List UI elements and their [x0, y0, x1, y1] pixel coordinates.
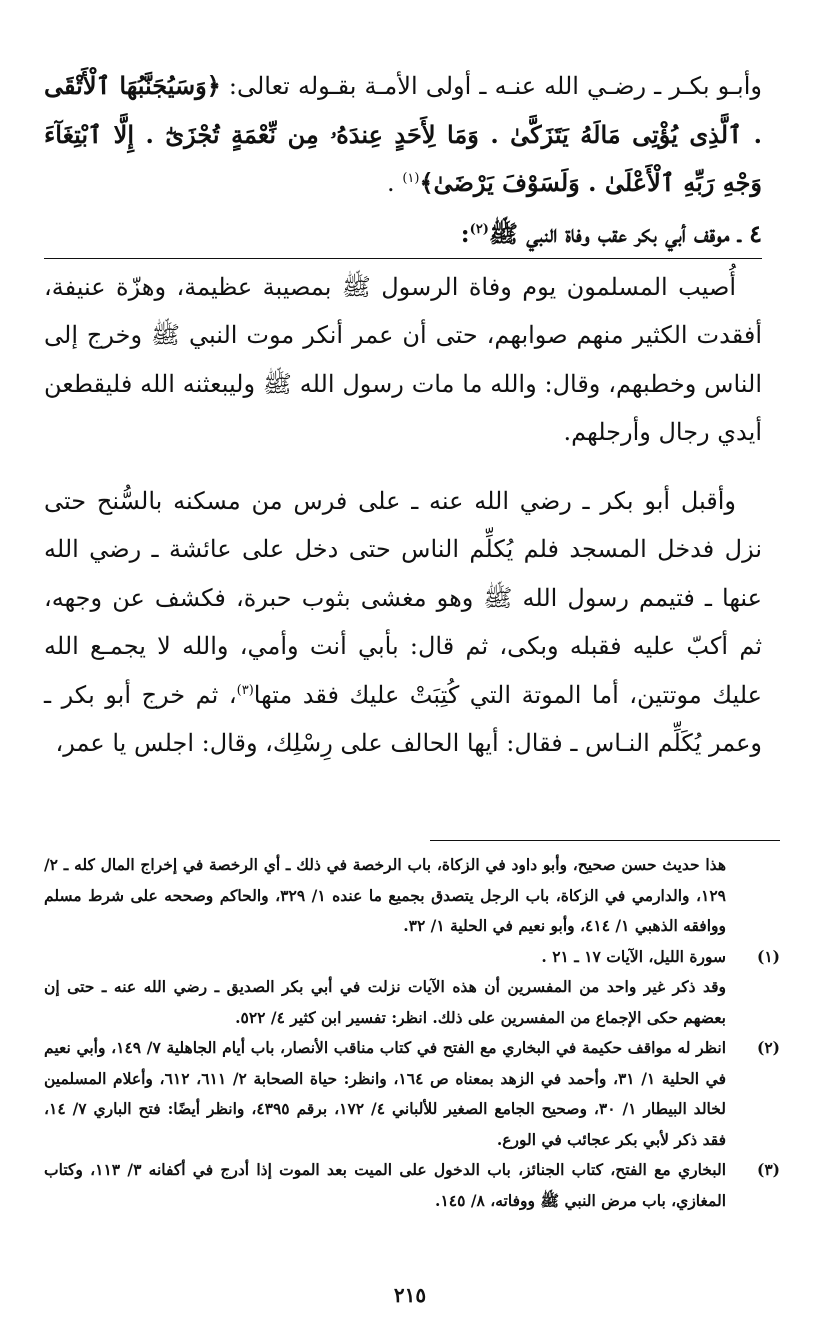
section-heading-tail: :: [460, 218, 470, 248]
paragraph-gap: [44, 457, 762, 477]
intro-text: وأبـو بكـر ـ رضـي الله عنـه ـ أولى الأمـة بقـوله تعالى:: [220, 72, 762, 100]
footnote-body: [44, 942, 726, 1034]
footnote-separator: [430, 840, 780, 841]
footnote-marker-1: (١): [402, 171, 420, 186]
main-text: [44, 62, 762, 768]
footnote-1: [44, 942, 780, 1034]
section-heading: [44, 214, 762, 259]
quran-verse: ﴿وَسَيُجَنَّبُهَا ٱلْأَتْقَى . ٱلَّذِى يُؤْتِى مَالَهُ يَتَزَكَّىٰ . وَمَا لِأَحَدٍ عِندَهُۥ مِن نِّعْمَةٍ تُجْزَىٰٓ . إِلَّا ٱبْتِغَآءَ وَجْهِ رَبِّهِ ٱلْأَعْلَىٰ . وَلَسَوْفَ يَرْضَىٰ﴾: [44, 71, 762, 197]
paragraph-2-tail: ، ثم خرج أبو بكر ـ وعمر يُكَلِّم النـاس ـ فقال: أيها الحالف على رِسْلِك، وقال: اجلس يا عمر،: [44, 680, 762, 757]
footnote-body: البخاري مع الفتح، كتاب الجنائز، باب الدخول على الميت بعد الموت إذا أدرج في أكفانه ٣/ ١١٣، وكتاب المغازي، باب مرض النبي ﷺ ووفاته، ٨/ ١٤٥.: [44, 1160, 726, 1210]
footnote-continuation: هذا حديث حسن صحيح، وأبو داود في الزكاة، باب الرخصة في ذلك ـ أي الرخصة في إخراج المال كله ـ ٢/ ١٢٩، والدارمي في الزكاة، باب الرجل يتصدق بجميع ما عنده ١/ ٣٢٩، والحاكم وصححه على شرط مسلم ووافقه الذهبي ١/ ٤١٤، وأبو نعيم في الحلية ١/ ٣٢.: [44, 855, 726, 935]
footnote-marker-3: (٣): [236, 682, 254, 698]
footnote-number: (١): [756, 946, 780, 966]
footnote-3: [44, 1155, 780, 1216]
intro-paragraph: [44, 62, 762, 208]
paragraph-2-text: وأقبل أبو بكر ـ رضي الله عنه ـ على فرس من مسكنه بالسُّنح حتى نزل فدخل المسجد فلم يُكلِّم الناس حتى دخل على عائشة ـ رضي الله عنها ـ فتيمم رسول الله ﷺ وهو مغشى بثوب حبرة، فكشف عن وجهه، ثم أكبّ عليه فقبله وبكى، ثم قال: بأبي أنت وأمي، والله لا يجمـع الله عليك موتتين، أما الموتة التي كُتِبَتْ عليك فقد متها: [44, 486, 762, 709]
footnote-body: انظر له مواقف حكيمة في البخاري مع الفتح في كتاب مناقب الأنصار، باب أيام الجاهلية ٧/ ١٤٩، وأبي نعيم في الحلية ١/ ٣١، وأحمد في الزهد بمعناه ص ١٦٤، وانظر: حياة الصحابة ٢/ ٦١١، ٦١٢، وأعلام المسلمين لخالد البيطار ١/ ٣٠، وصحيح الجامع الصغير للألباني ٤/ ١٧٢، برقم ٤٣٩٥، وانظر أيضًا: فتح الباري ٧/ ١٤، فقد ذكر لأبي بكر عجائب في الورع.: [44, 1038, 727, 1149]
paragraph-2: [44, 477, 762, 768]
footnote-marker-2: (٢): [469, 221, 489, 237]
footnote-2: [44, 1033, 780, 1155]
footnote-number: (٢): [756, 1038, 780, 1057]
footnote-line: سورة الليل، الآيات ١٧ ـ ٢١ .: [541, 946, 726, 966]
footnote-line: وقد ذكر غير واحد من المفسرين أن هذه الآيات نزلت في أبي بكر الصديق ـ رضي الله عنه ـ حتى إن بعضهم حكى الإجماع من المفسرين على ذلك. انظر: تفسير ابن كثير ٤/ ٥٢٢.: [44, 977, 726, 1027]
footnote-number: (٣): [756, 1160, 780, 1179]
paragraph-1: أُصيب المسلمون يوم وفاة الرسول ﷺ بمصيبة عظيمة، وهزّة عنيفة، أفقدت الكثير منهم صوابهم، حتى أن عمر أنكر موت النبي ﷺ وخرج إلى الناس وخطبهم، وقال: والله ما مات رسول الله ﷺ وليبعثنه الله فليقطعن أيدي رجال وأرجلهم.: [44, 272, 762, 446]
intro-tail: .: [387, 169, 403, 197]
page-number: ٢١٥: [393, 1283, 427, 1307]
footnotes: [44, 850, 780, 1216]
section-heading-text: ٤ ـ موقف أبي بكر عقب وفاة النبي ﷺ: [488, 218, 762, 248]
